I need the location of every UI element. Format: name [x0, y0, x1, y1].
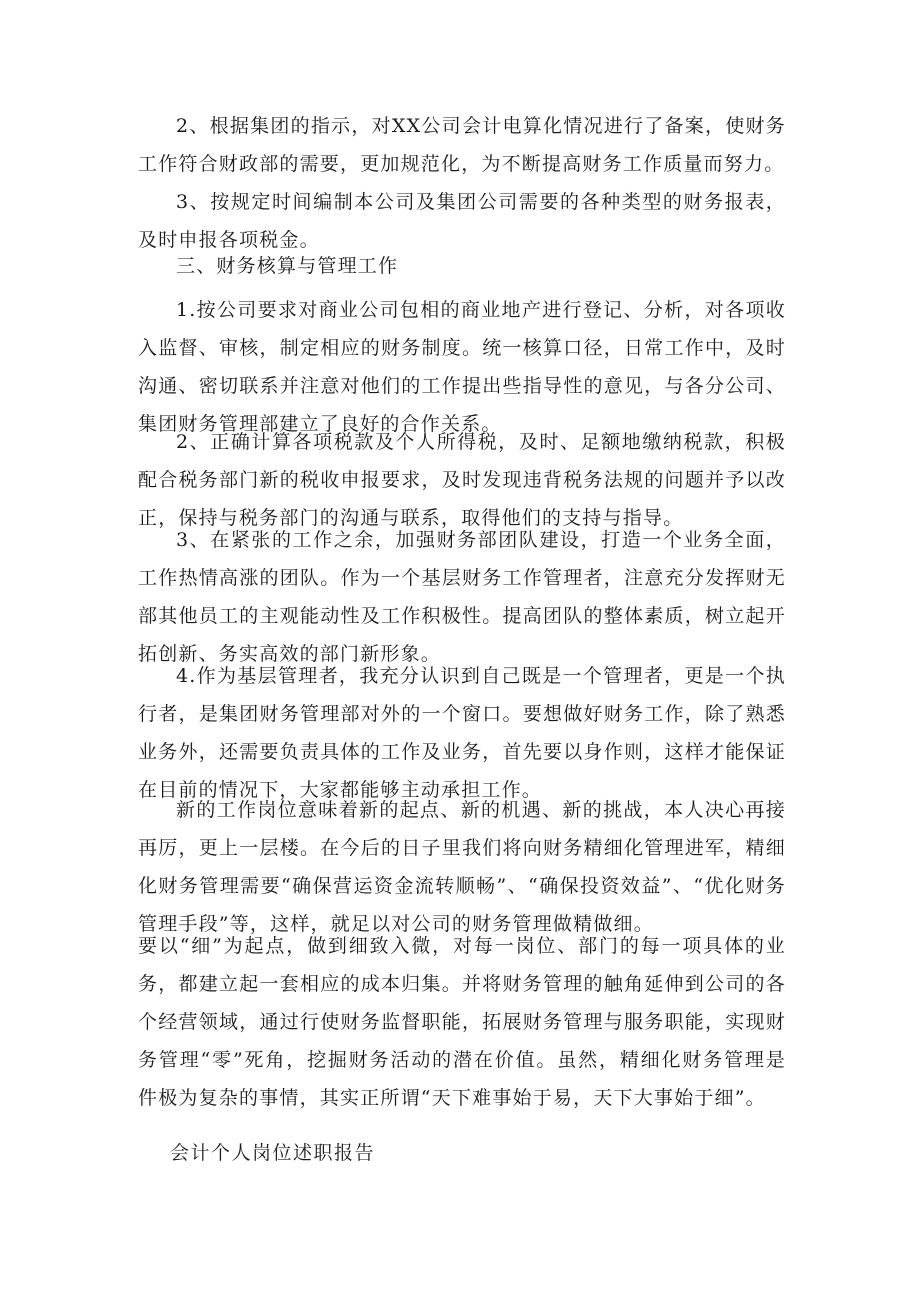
paragraph-item-2-taxes: 2、正确计算各项税款及个人所得税，及时、足额地缴纳税款，积极配合税务部门新的税收申报要求，及时发现违背税务法规的问题并予以改正，保持与税务部门的沟通与联系，取得他们的支持与指导。	[138, 431, 786, 529]
paragraph-item-2-filing: 2、根据集团的指示，对XX公司会计电算化情况进行了备案，使财务工作符合财政部的需要，更加规范化，为不断提高财务工作质量而努力。	[138, 115, 786, 175]
paragraph-item-3-reports: 3、按规定时间编制本公司及集团公司需要的各种类型的财务报表，及时申报各项税金。	[138, 191, 786, 251]
paragraph-refinement: 要以“细”为起点，做到细致入微，对每一岗位、部门的每一项具体的业务，都建立起一套相应的成本归集。并将财务管理的触角延伸到公司的各个经营领域，通过行使财务监督职能，拓展财务管理与服务职能，实现财务管理“零”死角，挖掘财务活动的潜在价值。虽然，精细化财务管理是件极为复杂的事情，其实正所谓“天下难事始于易，天下大事始于细”。	[138, 935, 786, 1109]
paragraph-new-position: 新的工作岗位意味着新的起点、新的机遇、新的挑战，本人决心再接再厉，更上一层楼。在今后的日子里我们将向财务精细化管理进军，精细化财务管理需要“确保营运资金流转顺畅”、“确保投资效益”、“优化财务管理手段”等，这样，就足以对公司的财务管理做精做细。	[138, 799, 786, 935]
paragraph-item-1-commercial: 1.按公司要求对商业公司包相的商业地产进行登记、分析，对各项收入监督、审核，制定相应的财务制度。统一核算口径，日常工作中，及时沟通、密切联系并注意对他们的工作提出些指导性的意见，与各分公司、集团财务管理部建立了良好的合作关系。	[138, 299, 786, 435]
section-heading-accounting: 三、财务核算与管理工作	[176, 255, 399, 277]
paragraph-item-3-team: 3、在紧张的工作之余，加强财务部团队建设，打造一个业务全面，工作热情高涨的团队。作为一个基层财务工作管理者，注意充分发挥财无部其他员工的主观能动性及工作积极性。提高团队的整体素质，树立起开拓创新、务实高效的部门新形象。	[138, 529, 786, 665]
next-report-title: 会计个人岗位述职报告	[170, 1142, 376, 1164]
paragraph-item-4-manager: 4.作为基层管理者，我充分认识到自己既是一个管理者，更是一个执行者，是集团财务管理部对外的一个窗口。要想做好财务工作，除了熟悉业务外，还需要负责具体的工作及业务，首先要以身作则，这样才能保证在目前的情况下，大家都能够主动承担工作。	[138, 665, 786, 801]
